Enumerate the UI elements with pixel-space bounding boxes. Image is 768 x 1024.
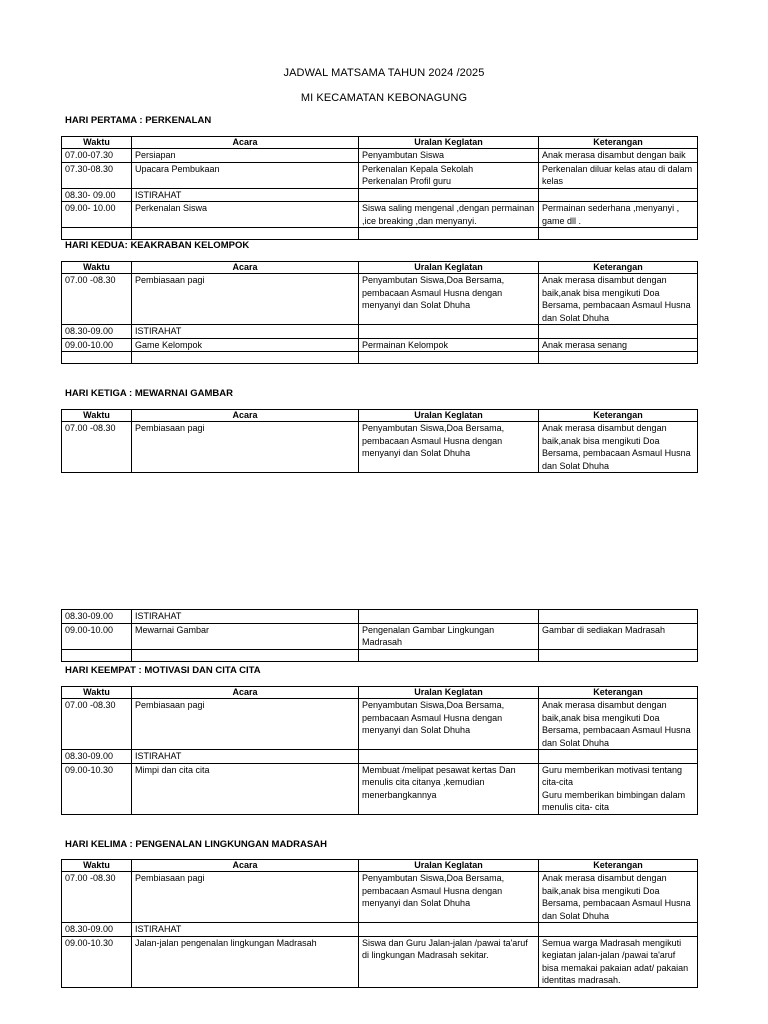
cell-acara: ISTIRAHAT	[132, 188, 359, 202]
cell-uraian: Penyambutan Siswa,Doa Bersama, pembacaan Asmaul Husna dengan menyanyi dan Solat Dhuha	[359, 872, 539, 923]
cell-uraian: Membuat /melipat pesawat kertas Dan menulis cita citanya ,kemudian menerbangkannya	[359, 763, 539, 814]
cell-uraian	[359, 610, 539, 624]
cell-keterangan: Anak merasa disambut dengan baik,anak bisa mengikuti Doa Bersama, pembacaan Asmaul Husna dan Solat Dhuha	[539, 274, 698, 325]
doc-title: JADWAL MATSAMA TAHUN 2024 /2025	[283, 67, 485, 79]
table-row	[62, 188, 698, 202]
table-row	[62, 923, 698, 937]
cell-waktu: 07.00 -08.30	[62, 872, 132, 923]
cell-waktu: 08.30- 09.00	[62, 188, 132, 202]
cell-waktu: 07.00-07.30	[62, 149, 132, 163]
cell-keterangan: Perkenalan diluar kelas atau di dalam kelas	[539, 162, 698, 188]
cell-waktu: 08.30-09.00	[62, 610, 132, 624]
empty-row	[62, 649, 698, 661]
col-keterangan: Keterangan	[539, 860, 698, 872]
doc-subtitle: MI KECAMATAN KEBONAGUNG	[300, 92, 468, 104]
day2-table	[61, 261, 698, 364]
table-row	[62, 936, 698, 987]
table-row	[62, 422, 698, 473]
cell-keterangan: Guru memberikan motivasi tentang cita-cita Guru memberikan bimbingan dalam menulis cita- cita	[539, 763, 698, 814]
cell-uraian: Penyambutan Siswa,Doa Bersama, pembacaan Asmaul Husna dengan menyanyi dan Solat Dhuha	[359, 422, 539, 473]
col-acara: Acara	[132, 860, 359, 872]
cell-acara: Pembiasaan pagi	[132, 699, 359, 750]
table-row	[62, 750, 698, 764]
col-uraian: Uralan Keglatan	[359, 262, 539, 274]
col-acara: Acara	[132, 262, 359, 274]
cell-keterangan	[539, 610, 698, 624]
cell-acara: Upacara Pembukaan	[132, 162, 359, 188]
cell-uraian	[359, 325, 539, 339]
col-waktu: Waktu	[62, 687, 132, 699]
col-uraian: Uralan Keglatan	[359, 687, 539, 699]
cell-waktu: 09.00-10.00	[62, 338, 132, 352]
cell-waktu: 07.00 -08.30	[62, 274, 132, 325]
cell-uraian: Siswa saling mengenal ,dengan permainan ,ice breaking ,dan menyanyi.	[359, 202, 539, 228]
day3-table-top	[61, 409, 698, 473]
empty-row	[62, 228, 698, 240]
cell-waktu: 07.00 -08.30	[62, 422, 132, 473]
cell-keterangan: Gambar di sediakan Madrasah	[539, 623, 698, 649]
cell-acara: Pembiasaan pagi	[132, 422, 359, 473]
col-keterangan: Keterangan	[539, 410, 698, 422]
day2-title: HARI KEDUA: KEAKRABAN KELOMPOK	[65, 240, 250, 251]
cell-keterangan: Anak merasa disambut dengan baik	[539, 149, 698, 163]
cell-waktu: 07.00 -08.30	[62, 699, 132, 750]
col-uraian: Uralan Keglatan	[359, 860, 539, 872]
cell-uraian: Penyambutan Siswa,Doa Bersama, pembacaan Asmaul Husna dengan menyanyi dan Solat Dhuha	[359, 699, 539, 750]
cell-acara: ISTIRAHAT	[132, 923, 359, 937]
col-uraian: Uralan Keglatan	[359, 410, 539, 422]
col-keterangan: Keterangan	[539, 262, 698, 274]
table-row	[62, 699, 698, 750]
cell-uraian: Pengenalan Gambar Lingkungan Madrasah	[359, 623, 539, 649]
cell-waktu: 08.30-09.00	[62, 750, 132, 764]
col-waktu: Waktu	[62, 137, 132, 149]
day3-title: HARI KETIGA : MEWARNAI GAMBAR	[65, 388, 233, 399]
cell-keterangan: Anak merasa disambut dengan baik,anak bisa mengikuti Doa Bersama, pembacaan Asmaul Husna dan Solat Dhuha	[539, 872, 698, 923]
day5-title: HARI KELIMA : PENGENALAN LINGKUNGAN MADRASAH	[65, 839, 327, 850]
cell-keterangan: Anak merasa disambut dengan baik,anak bisa mengikuti Doa Bersama, pembacaan Asmaul Husna dan Solat Dhuha	[539, 699, 698, 750]
day4-title: HARI KEEMPAT : MOTIVASI DAN CITA CITA	[65, 665, 261, 676]
day1-table	[61, 136, 698, 240]
col-waktu: Waktu	[62, 410, 132, 422]
cell-waktu: 08.30-09.00	[62, 923, 132, 937]
cell-waktu: 07.30-08.30	[62, 162, 132, 188]
table-row	[62, 338, 698, 352]
table-row	[62, 610, 698, 624]
cell-keterangan: Permainan sederhana ,menyanyi , game dll .	[539, 202, 698, 228]
cell-keterangan: Anak merasa senang	[539, 338, 698, 352]
cell-uraian	[359, 188, 539, 202]
table-row	[62, 623, 698, 649]
cell-waktu: 09.00-10.30	[62, 936, 132, 987]
cell-acara: Mewarnai Gambar	[132, 623, 359, 649]
day1-title: HARI PERTAMA : PERKENALAN	[65, 115, 212, 126]
table-row	[62, 162, 698, 188]
cell-acara: ISTIRAHAT	[132, 750, 359, 764]
col-acara: Acara	[132, 410, 359, 422]
cell-keterangan	[539, 923, 698, 937]
col-keterangan: Keterangan	[539, 137, 698, 149]
table-row	[62, 872, 698, 923]
cell-acara: Mimpi dan cita cita	[132, 763, 359, 814]
cell-uraian: Penyambutan Siswa	[359, 149, 539, 163]
empty-row	[62, 352, 698, 364]
cell-keterangan: Semua warga Madrasah mengikuti kegiatan jalan-jalan /pawai ta'aruf bisa memakai pakaian adat/ pakaian identitas madrasah.	[539, 936, 698, 987]
table-row	[62, 325, 698, 339]
day3-table-bottom	[61, 609, 698, 662]
col-uraian: Uralan Keglatan	[359, 137, 539, 149]
cell-acara: Jalan-jalan pengenalan lingkungan Madrasah	[132, 936, 359, 987]
cell-uraian: Siswa dan Guru Jalan-jalan /pawai ta'aruf di lingkungan Madrasah sekitar.	[359, 936, 539, 987]
cell-acara: Game Kelompok	[132, 338, 359, 352]
cell-keterangan	[539, 188, 698, 202]
cell-uraian: Penyambutan Siswa,Doa Bersama, pembacaan Asmaul Husna dengan menyanyi dan Solat Dhuha	[359, 274, 539, 325]
cell-acara: ISTIRAHAT	[132, 610, 359, 624]
cell-uraian: Permainan Kelompok	[359, 338, 539, 352]
cell-keterangan	[539, 325, 698, 339]
day4-table	[61, 686, 698, 815]
cell-acara: Pembiasaan pagi	[132, 872, 359, 923]
table-row	[62, 149, 698, 163]
cell-acara: Pembiasaan pagi	[132, 274, 359, 325]
table-row	[62, 763, 698, 814]
table-row	[62, 274, 698, 325]
cell-uraian: Perkenalan Kepala Sekolah Perkenalan Profil guru	[359, 162, 539, 188]
day5-table	[61, 859, 698, 988]
cell-acara: Perkenalan Siswa	[132, 202, 359, 228]
cell-uraian	[359, 923, 539, 937]
cell-acara: Persiapan	[132, 149, 359, 163]
cell-uraian	[359, 750, 539, 764]
cell-waktu: 08.30-09.00	[62, 325, 132, 339]
cell-keterangan	[539, 750, 698, 764]
col-waktu: Waktu	[62, 860, 132, 872]
cell-waktu: 09.00- 10.00	[62, 202, 132, 228]
table-row	[62, 202, 698, 228]
col-acara: Acara	[132, 137, 359, 149]
col-keterangan: Keterangan	[539, 687, 698, 699]
cell-waktu: 09.00-10.30	[62, 763, 132, 814]
col-waktu: Waktu	[62, 262, 132, 274]
cell-keterangan: Anak merasa disambut dengan baik,anak bisa mengikuti Doa Bersama, pembacaan Asmaul Husna dan Solat Dhuha	[539, 422, 698, 473]
cell-waktu: 09.00-10.00	[62, 623, 132, 649]
col-acara: Acara	[132, 687, 359, 699]
cell-acara: ISTIRAHAT	[132, 325, 359, 339]
